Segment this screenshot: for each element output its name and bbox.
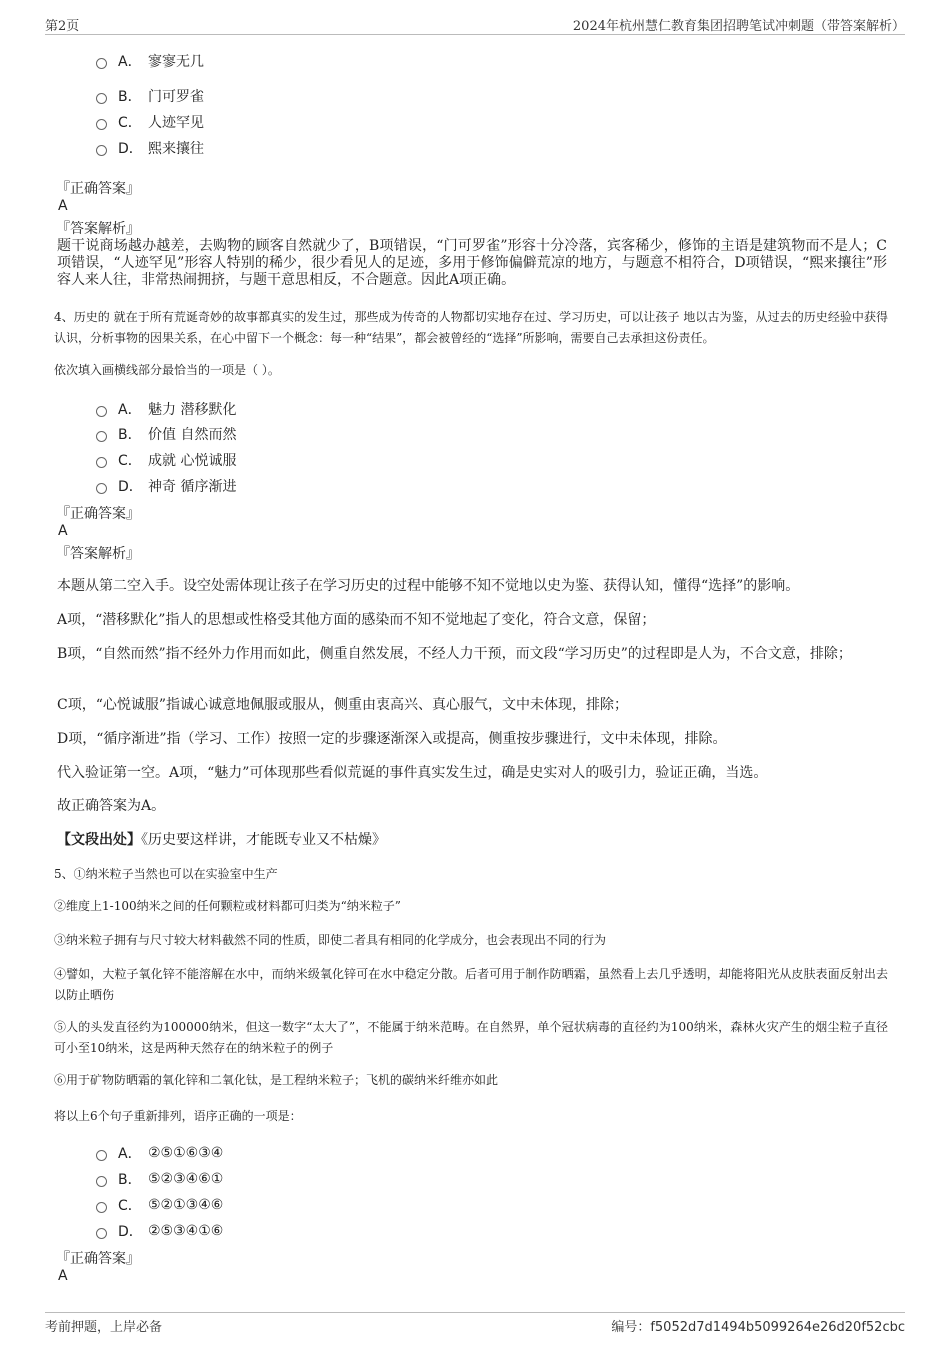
- document-code: 编号：f5052d7d1494b5099264e26d20f52cbc: [611, 1320, 905, 1335]
- radio-icon[interactable]: [96, 119, 107, 130]
- q5-sentence: ②维度上1-100纳米之间的任何颗粒或材料都可归类为“纳米粒子”: [54, 899, 401, 913]
- q5-sentence: ③纳米粒子拥有与尺寸较大材料截然不同的性质，即使二者具有相同的化学成分，也会表现出不同的行为: [54, 933, 607, 947]
- q4-analysis-para: A项，“潜移默化”指人的思想或性格受其他方面的感染而不知不觉地起了变化，符合文意，保留；: [57, 612, 656, 628]
- q3-option-d[interactable]: D． 熙来攘往: [96, 138, 204, 158]
- q5-sentence: ⑤人的头发直径约为100000纳米，但这一数字“太大了”，不能属于纳米范畴。在自然界，单个冠状病毒的直径约为100纳米，森林火灾产生的烟尘粒子直径可小至10纳米，这是两种天然存在的纳米粒子的例子: [54, 1020, 888, 1055]
- q5-sentence: 5、①纳米粒子当然也可以在实验室中生产: [54, 867, 278, 881]
- radio-icon[interactable]: [96, 1150, 107, 1161]
- q5-option-c[interactable]: C． ⑤②①③④⑥: [96, 1195, 223, 1215]
- q4-source: [57, 831, 887, 849]
- q4-analysis-para: C项，“心悦诚服”指诚心诚意地佩服或服从，侧重由衷高兴、真心服气，文中未体现，排除；: [57, 697, 629, 713]
- q4-analysis-para: 故正确答案为A。: [57, 798, 166, 814]
- page-footer: [45, 1312, 905, 1337]
- radio-icon[interactable]: [96, 457, 107, 468]
- q4-prompt: 依次填入画横线部分最恰当的一项是（ ）。: [54, 363, 280, 377]
- page-header: [45, 12, 905, 35]
- q4-analysis-para: 本题从第二空入手。设空处需体现让孩子在学习历史的过程中能够不知不觉地以史为鉴、获得认知，懂得“选择”的影响。: [57, 578, 800, 594]
- q4-option-a[interactable]: A． 魅力 潜移默化: [96, 399, 236, 419]
- page-number: 第2页: [45, 19, 80, 34]
- q4-option-b[interactable]: B． 价值 自然而然: [96, 424, 236, 444]
- q4-stem: 4、历史的 就在于所有荒诞奇妙的故事都真实的发生过，那些成为传奇的人物都切实地存在过、学习历史，可以让孩子 地以古为鉴，从过去的历史经验中获得认识，分析事物的因果关系，在心中留下一个概念：每一种“结果”，都会被曾经的“选择”所影响，需要自己去承担这份责任。: [54, 310, 888, 345]
- q3-answer-label: 『正确答案』: [56, 181, 140, 197]
- q4-answer-label: 『正确答案』: [56, 506, 140, 522]
- q4-option-d[interactable]: D． 神奇 循序渐进: [96, 476, 236, 496]
- q5-option-d[interactable]: D． ②⑤③④①⑥: [96, 1221, 223, 1241]
- q3-option-a[interactable]: A． 寥寥无几: [96, 51, 204, 71]
- q3-option-c[interactable]: C． 人迹罕见: [96, 112, 204, 132]
- radio-icon[interactable]: [96, 406, 107, 417]
- q3-analysis-label: 『答案解析』: [56, 221, 140, 237]
- radio-icon[interactable]: [96, 431, 107, 442]
- radio-icon[interactable]: [96, 93, 107, 104]
- radio-icon[interactable]: [96, 58, 107, 69]
- radio-icon[interactable]: [96, 145, 107, 156]
- q5-prompt: 将以上6个句子重新排列，语序正确的一项是：: [54, 1109, 302, 1123]
- footer-slogan: 考前押题，上岸必备: [45, 1320, 163, 1335]
- q5-sentence: ④譬如，大粒子氧化锌不能溶解在水中，而纳米级氧化锌可在水中稳定分散。后者可用于制作防晒霜，虽然看上去几乎透明，却能将阳光从皮肤表面反射出去以防止晒伤: [54, 967, 888, 1002]
- q4-analysis-para: D项，“循序渐进”指（学习、工作）按照一定的步骤逐渐深入或提高，侧重按步骤进行，文中未体现，排除。: [57, 731, 727, 747]
- source-label: 【文段出处】: [57, 832, 141, 848]
- q5-sentence: ⑥用于矿物防晒霜的氧化锌和二氧化钛，是工程纳米粒子；飞机的碳纳米纤维亦如此: [54, 1073, 499, 1087]
- q5-option-a[interactable]: A． ②⑤①⑥③④: [96, 1143, 223, 1163]
- q3-answer: A: [58, 198, 68, 214]
- q4-analysis-label: 『答案解析』: [56, 546, 140, 562]
- source-text: 《历史要这样讲，才能既专业又不枯燥》: [141, 832, 386, 848]
- radio-icon[interactable]: [96, 483, 107, 494]
- radio-icon[interactable]: [96, 1176, 107, 1187]
- radio-icon[interactable]: [96, 1202, 107, 1213]
- q5-answer-label: 『正确答案』: [56, 1251, 140, 1267]
- q4-option-c[interactable]: C． 成就 心悦诚服: [96, 450, 236, 470]
- document-title: 2024年杭州慧仁教育集团招聘笔试冲刺题（带答案解析）: [572, 19, 905, 34]
- q5-option-b[interactable]: B． ⑤②③④⑥①: [96, 1169, 223, 1189]
- q5-answer: A: [58, 1268, 68, 1284]
- q4-analysis-para: B项，“自然而然”指不经外力作用而如此，侧重自然发展，不经人力干预，而文段“学习历史”的过程即是人为，不合文意，排除；: [57, 646, 852, 662]
- q3-option-b[interactable]: B． 门可罗雀: [96, 86, 204, 106]
- q3-analysis: 题干说商场越办越差，去购物的顾客自然就少了，B项错误，“门可罗雀”形容十分冷落，宾客稀少，修饰的主语是建筑物而不是人；C项错误，“人迹罕见”形容人特别的稀少，很少看见人的足迹，多用于修饰偏僻荒凉的地方，与题意不相符合，D项错误，“熙来攘往”形容人来人往，非常热闹拥挤，与题干意思相反，不合题意。因此A项正确。: [57, 238, 887, 288]
- radio-icon[interactable]: [96, 1228, 107, 1239]
- q4-answer: A: [58, 523, 68, 539]
- q4-analysis-para: 代入验证第一空。A项，“魅力”可体现那些看似荒诞的事件真实发生过，确是史实对人的吸引力，验证正确，当选。: [57, 765, 768, 781]
